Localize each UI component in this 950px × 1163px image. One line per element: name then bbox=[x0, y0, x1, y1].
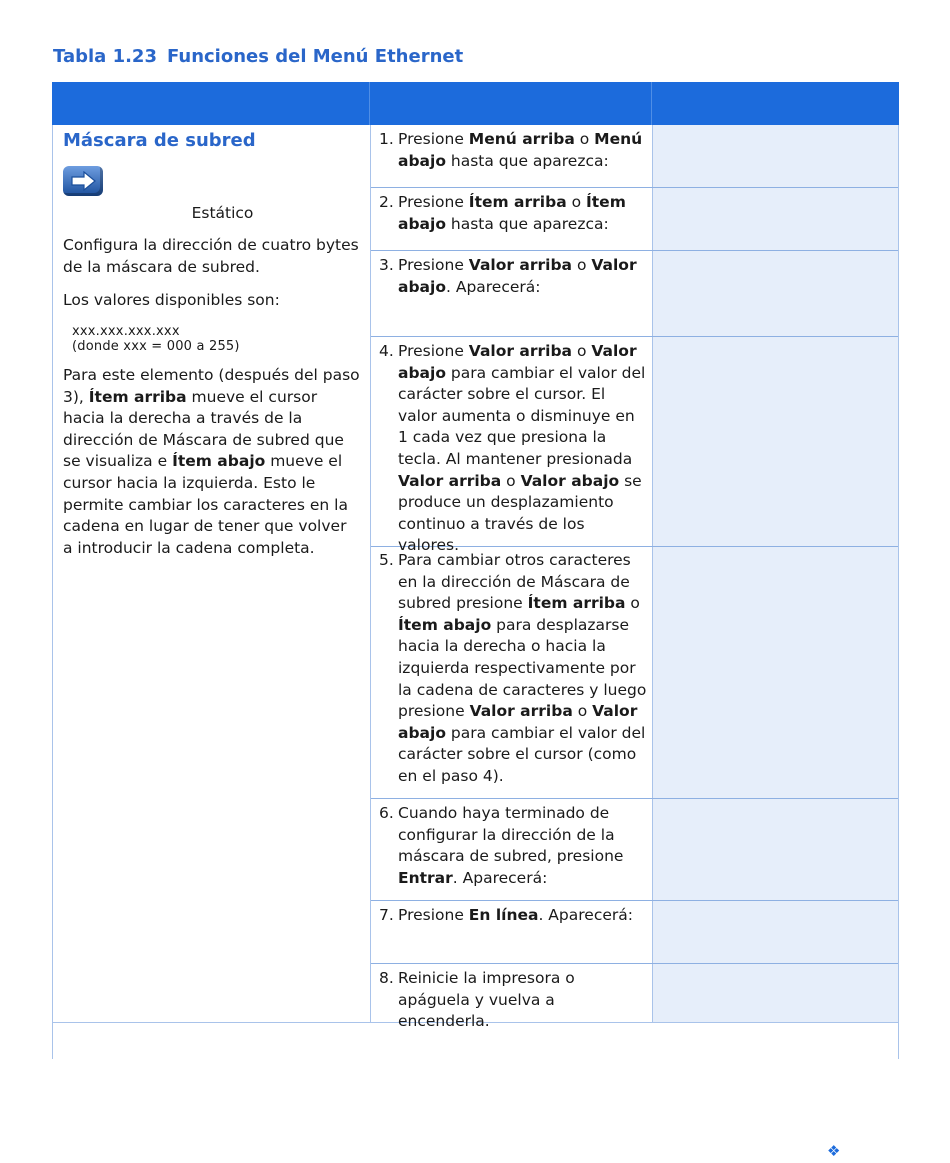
key-name: Ítem abajo bbox=[172, 452, 266, 471]
key-name: Ítem abajo bbox=[398, 193, 626, 233]
key-name: Entrar bbox=[398, 868, 453, 887]
text-run: hasta que aparezca: bbox=[445, 151, 609, 170]
ethernet-menu-table bbox=[52, 82, 899, 1059]
text-run: mueve el cursor hacia la derecha a través de la dirección de Máscara de subred que se visualiza e bbox=[63, 387, 344, 471]
text-run: se produce un desplazamiento continuo a través de los valores. bbox=[398, 471, 642, 555]
table-name: Funciones del Menú Ethernet bbox=[166, 46, 464, 67]
key-name: Valor arriba bbox=[468, 256, 573, 274]
text-run: o bbox=[625, 594, 640, 613]
text-run: o bbox=[501, 471, 521, 490]
key-name: Ítem arriba bbox=[468, 193, 567, 211]
text-run: para cambiar el valor del carácter sobre el cursor (como en el paso 4). bbox=[398, 723, 646, 785]
key-name: En línea bbox=[468, 906, 539, 924]
key-name: Ítem abajo bbox=[398, 615, 492, 634]
description: Configura la dirección de cuatro bytes de la máscara de subred. bbox=[63, 236, 359, 276]
text-run: Presione bbox=[398, 193, 469, 211]
text-run: Presione bbox=[398, 256, 469, 274]
key-name: Valor abajo bbox=[398, 256, 637, 296]
key-name: Valor arriba bbox=[468, 342, 573, 360]
table-number: Tabla 1.23 bbox=[53, 46, 157, 67]
step-6: 6. Cuando haya terminado de configurar la dirección de la máscara de subred, presione Entrar. Aparecerá: bbox=[379, 804, 624, 887]
table-title bbox=[53, 46, 463, 67]
text-run: . Aparecerá: bbox=[452, 868, 548, 887]
value-format bbox=[72, 324, 360, 354]
key-name: Ítem arriba bbox=[88, 387, 187, 406]
section-subtitle: Máscara de subred bbox=[63, 130, 256, 151]
text-run: para desplazarse hacia la derecha o hacia la izquierda respectivamente por la cadena de caracteres y luego presione bbox=[398, 615, 647, 721]
format-line: xxx.xxx.xxx.xxx bbox=[72, 323, 180, 339]
key-name: Valor abajo bbox=[398, 342, 637, 382]
key-name: Menú abajo bbox=[398, 130, 643, 170]
text-run: o bbox=[572, 702, 593, 721]
text-run: hasta que aparezca: bbox=[445, 214, 609, 233]
text-run: mueve el cursor hacia la izquierda. Esto le permite cambiar los caracteres en la cadena en lugar de tener que volver a introducir la cadena completa. bbox=[63, 452, 348, 557]
left-cell bbox=[63, 125, 360, 559]
text-run: . Aparecerá: bbox=[445, 277, 541, 296]
text-run: o bbox=[572, 256, 592, 274]
key-name: Valor arriba bbox=[398, 471, 502, 490]
text-run: Presione bbox=[398, 342, 469, 360]
step-3: 3. Presione Valor arriba o Valor abajo. Aparecerá: bbox=[379, 256, 637, 296]
step-5: 5. Para cambiar otros caracteres en la dirección de Máscara de subred presione Ítem arriba o Ítem abajo para desplazarse hacia la derecha o hacia la izquierda respectivamente por la cadena de caracteres y luego presione Valor arriba o Valor abajo para cambiar el valor del carácter sobre el cursor (como en el paso 4). bbox=[379, 551, 647, 785]
text-run: . Aparecerá: bbox=[538, 906, 633, 924]
available-values-label: Los valores disponibles son: bbox=[63, 291, 280, 310]
text-run: o bbox=[574, 130, 595, 148]
text-run: para cambiar el valor del carácter sobre el cursor. El valor aumenta o disminuye en 1 cada vez que presiona la tecla. Al mantener presionada bbox=[398, 363, 646, 468]
cursor-note bbox=[63, 365, 360, 559]
format-note: (donde xxx = 000 a 255) bbox=[72, 338, 240, 354]
text-run: Presione bbox=[398, 906, 469, 924]
step-2: 2. Presione Ítem arriba o Ítem abajo hasta que aparezca: bbox=[379, 193, 626, 233]
text-run: Para este elemento (después del paso 3), bbox=[63, 365, 360, 406]
table-header-row bbox=[52, 82, 899, 125]
shaded-column bbox=[653, 125, 898, 1022]
key-name: Valor arriba bbox=[469, 702, 573, 721]
step-4: 4. Presione Valor arriba o Valor abajo para cambiar el valor del carácter sobre el cursor. El valor aumenta o disminuye en 1 cada vez que presiona la tecla. Al mantener presionada Valor arriba o Valor abajo se produce un desplazamiento continuo a través de los valores. bbox=[379, 342, 646, 555]
key-name: Valor abajo bbox=[398, 702, 638, 742]
diamond-bullet-icon: ❖ bbox=[827, 1142, 841, 1160]
arrow-right-icon bbox=[63, 166, 103, 196]
static-label: Estático bbox=[191, 203, 254, 222]
step-1: 1. Presione Menú arriba o Menú abajo hasta que aparezca: bbox=[379, 130, 643, 170]
text-run: Presione bbox=[398, 130, 469, 148]
text-run: o bbox=[566, 193, 586, 211]
step-7: 7. Presione En línea. Aparecerá: bbox=[379, 906, 633, 924]
text-run: o bbox=[572, 342, 592, 360]
text-run: Para cambiar otros caracteres en la dirección de Máscara de subred presione bbox=[398, 551, 631, 613]
key-name: Valor abajo bbox=[520, 471, 620, 490]
text-run: Cuando haya terminado de configurar la dirección de la máscara de subred, presione bbox=[398, 804, 624, 866]
step-8: 8. Reinicie la impresora o apáguela y vuelva a encenderla. bbox=[379, 969, 575, 1031]
key-name: Ítem arriba bbox=[527, 594, 626, 613]
key-name: Menú arriba bbox=[468, 130, 575, 148]
text-run: Reinicie la impresora o apáguela y vuelva a encenderla. bbox=[398, 969, 575, 1031]
